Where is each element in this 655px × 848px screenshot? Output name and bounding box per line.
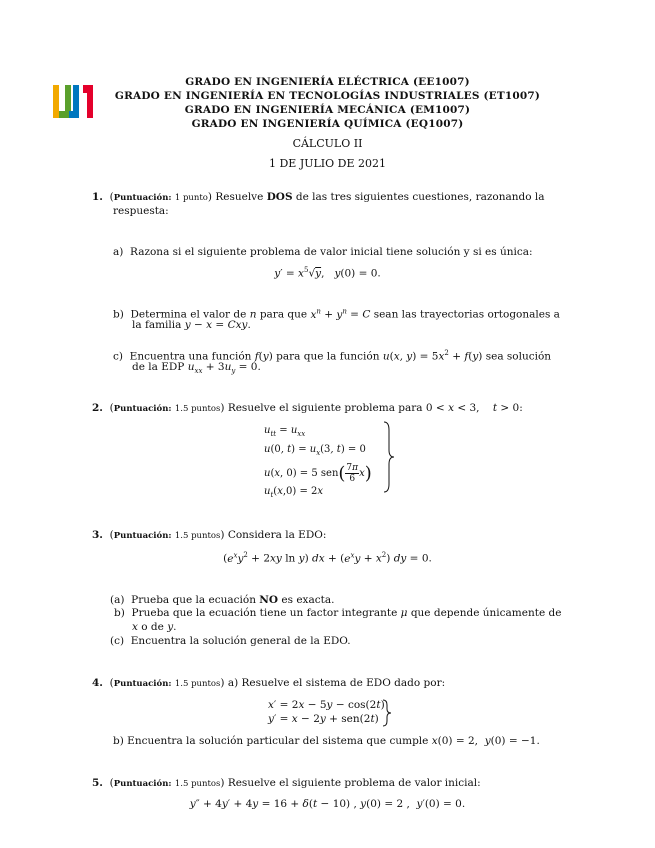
q4-brace [382,699,392,727]
q3-text: Considera la EDO: [227,529,327,541]
q2-brace [382,420,396,494]
q4-points-value: 1.5 puntos [174,679,221,689]
q1c-text-1: Encuentra una función [129,350,252,363]
q4-text: a) Resuelve el sistema de EDO dado por: [227,677,446,689]
q2-points-label: Puntuación: [113,404,172,414]
q2-points-value: 1.5 puntos [174,404,221,414]
q4-system [268,698,385,726]
q3b-text-3: o de [141,621,164,633]
q2-eq-2: u(0, $t) = u_x(3$, t) = 0 [264,444,366,457]
q1a-label: a) [113,246,124,258]
q3-points-value: 1.5 puntos [174,531,221,541]
q3b-cont: x o de y. [132,621,177,633]
q1-intro-text-b: de las tres siguientes cuestiones, razonando la [295,191,545,203]
q4-number: 4. [92,677,103,689]
exam-date: 1 DE JULIO DE 2021 [268,157,387,170]
q3-equation: ($e^xy^2 + 2xy$ ln y) dx + $(e^xy + x^2)$ dy = 0. [223,551,432,565]
q3b-text-1: Prueba que la ecuación tiene un factor integrante [131,607,398,619]
q4-intro: 4. (Puntuación: 1.5 puntos) a) Resuelve el sistema de EDO dado por: [92,677,446,689]
q1-points-value: 1 punto [174,193,208,203]
q1b-text-4: la familia [132,319,182,331]
q2-text: Resuelve el siguiente problema para [227,402,423,414]
q3a-label: (a) [110,594,125,606]
q1-intro: 1. (Puntuación: 1 punto) Resuelve DOS de las tres siguientes cuestiones, razonando la [92,191,545,203]
q4-eq-1: x′ = 2x − 5y − cos(2t) [268,699,385,711]
q2-system [264,423,372,503]
q2-eq-4: $u_t(x,0) = 2x$ [264,486,324,499]
q1a-equation: $y' = x^5√y$, y(0) = 0. [274,266,381,280]
q3c-label: (c) [110,635,125,647]
q1c-cont: de la EDP $u_{xx} + 3u_y = 0$. [132,361,261,376]
q1-points-label: Puntuación: [113,193,172,203]
q1-intro-cont: respuesta: [113,205,169,217]
degree-line-2: GRADO EN INGENIERÍA EN TECNOLOGÍAS INDUSTRIALES (ET1007) [114,90,541,102]
q3-intro: 3. (Puntuación: 1.5 puntos) Considera la EDO: [92,529,327,541]
q1c-text-2: para que la función [276,350,380,363]
q1b-text-3: sean las trayectorias ortogonales a [373,308,560,321]
q3b-text-2: que depende únicamente de [410,607,562,619]
q4b: b) Encuentra la solución particular del sistema que cumple x(0) = 2, y(0) = −1. [113,735,540,747]
q3b: b) Prueba que la ecuación tiene un factor integrante μ que depende únicamente de [114,607,562,619]
q5-intro: 5. (Puntuación: 1.5 puntos) Resuelve el siguiente problema de valor inicial: [92,777,481,789]
q1b: b) Determina el valor de n para que $x^n + y^n = C$ sean las trayectorias ortogonales a [113,307,560,321]
q1-intro-text-a: Resuelve [215,191,264,203]
degree-line-1: GRADO EN INGENIERÍA ELÉCTRICA (EE1007) [185,76,470,88]
q1c-text-4: de la EDP [132,361,185,373]
q1c-label: c) [113,350,123,363]
q1b-text-2: para que [259,308,308,321]
q4-points-label: Puntuación: [113,679,172,689]
q3a-text-2: es exacta. [281,594,335,606]
q1a [113,245,533,259]
q2-eq-3: u(x, 0) = 5 sen( $\frac{7\pi}{6}$ x) [264,463,372,484]
q3-number: 3. [92,529,103,541]
q3b-label: b) [114,607,125,619]
q3a-text-1: Prueba que la ecuación [131,594,256,606]
q4b-text: b) Encuentra la solución particular del sistema que cumple [113,735,429,747]
q1c-text-3: sea solución [485,350,552,363]
q1c: c) Encuentra una función f(y) para que la función u(x, $y) = 5x^2 + f(y)$ sea solución [113,349,552,363]
q3c [110,634,351,648]
q1-intro-bold: DOS [266,191,293,203]
q3a-bold: NO [259,594,279,606]
q1b-text-1: Determina el valor de [130,308,247,321]
q5-points-value: 1.5 puntos [174,779,221,789]
q1-number: 1. [92,191,103,203]
course-title: CÁLCULO II [292,137,363,150]
q2-eq-1: $u_{tt} = u_{xx}$ [264,425,306,438]
q5-points-label: Puntuación: [113,779,172,789]
q4-eq-2: y′ = x − 2y + sen(2t) [268,713,379,725]
q5-text: Resuelve el siguiente problema de valor inicial: [227,777,481,789]
q5-equation: y″ + 4y′ + 4y = 16 + δ(t − 10) , y(0) = 2 , y′(0) = 0. [189,798,466,810]
degree-line-4: GRADO EN INGENIERÍA QUÍMICA (EQ1007) [191,118,464,130]
q1b-label: b) [113,308,124,321]
q1a-text: Razona si el siguiente problema de valor inicial tiene solución y si es única: [130,246,533,258]
degree-line-3: GRADO EN INGENIERÍA MECÁNICA (EM1007) [184,104,471,116]
q3-points-label: Puntuación: [113,531,172,541]
q5-number: 5. [92,777,103,789]
q1b-cont: la familia y − x = Cxy. [132,319,251,331]
q2-intro: 2. (Puntuación: 1.5 puntos) Resuelve el siguiente problema para 0 < x < 3, t > 0: [92,402,523,414]
q2-number: 2. [92,402,103,414]
q3c-text: Encuentra la solución general de la EDO. [130,635,351,647]
q3a [110,593,334,607]
